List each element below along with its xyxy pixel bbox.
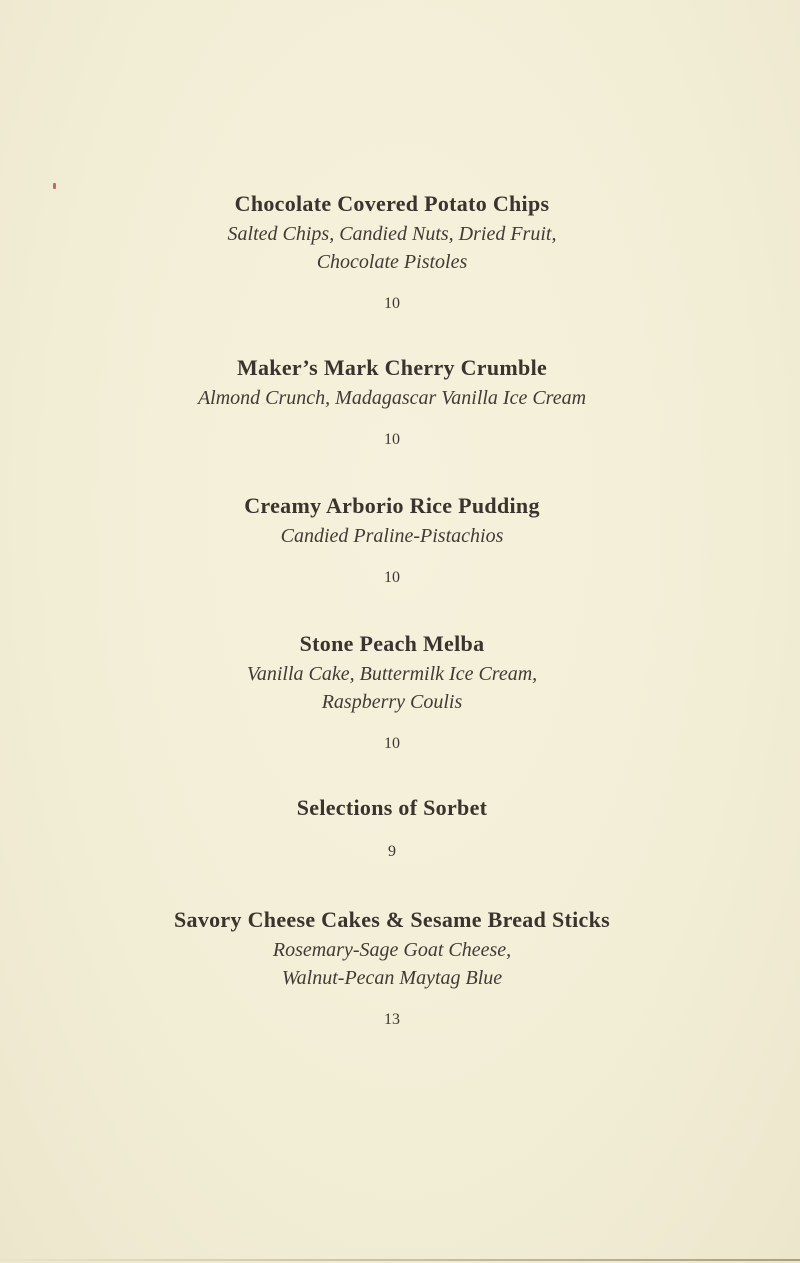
item-description-line: Raspberry Coulis <box>321 691 463 713</box>
menu-item-rice-pudding <box>0 490 784 588</box>
menu-item-sorbet <box>0 792 784 862</box>
item-description-line: Rosemary-Sage Goat Cheese, <box>272 939 512 961</box>
item-price: 10 <box>384 569 400 586</box>
menu-item-cherry-crumble <box>0 352 784 450</box>
item-price: 13 <box>384 1011 400 1028</box>
item-name: Chocolate Covered Potato Chips <box>234 191 550 216</box>
dessert-menu <box>0 188 784 1030</box>
menu-item-chocolate-chips <box>0 188 784 314</box>
item-description-line: Vanilla Cake, Buttermilk Ice Cream, <box>246 663 538 685</box>
item-price: 10 <box>384 735 400 752</box>
item-name: Maker’s Mark Cherry Crumble <box>236 355 548 380</box>
item-name: Selections of Sorbet <box>296 795 488 820</box>
item-name: Savory Cheese Cakes & Sesame Bread Sticks <box>174 907 610 932</box>
menu-item-peach-melba <box>0 628 784 754</box>
item-price: 10 <box>384 295 400 312</box>
item-name: Stone Peach Melba <box>299 631 485 656</box>
item-name: Creamy Arborio Rice Pudding <box>244 493 540 518</box>
item-description-line: Almond Crunch, Madagascar Vanilla Ice Cream <box>197 387 587 409</box>
item-price: 9 <box>388 843 396 860</box>
item-price: 10 <box>384 431 400 448</box>
item-description-line: Chocolate Pistoles <box>316 251 468 273</box>
menu-item-cheese-cakes <box>0 904 784 1030</box>
item-description-line: Salted Chips, Candied Nuts, Dried Fruit, <box>227 223 557 245</box>
paper-edge <box>0 1259 800 1261</box>
item-description-line: Candied Praline-Pistachios <box>280 525 504 547</box>
item-description-line: Walnut-Pecan Maytag Blue <box>281 967 503 989</box>
